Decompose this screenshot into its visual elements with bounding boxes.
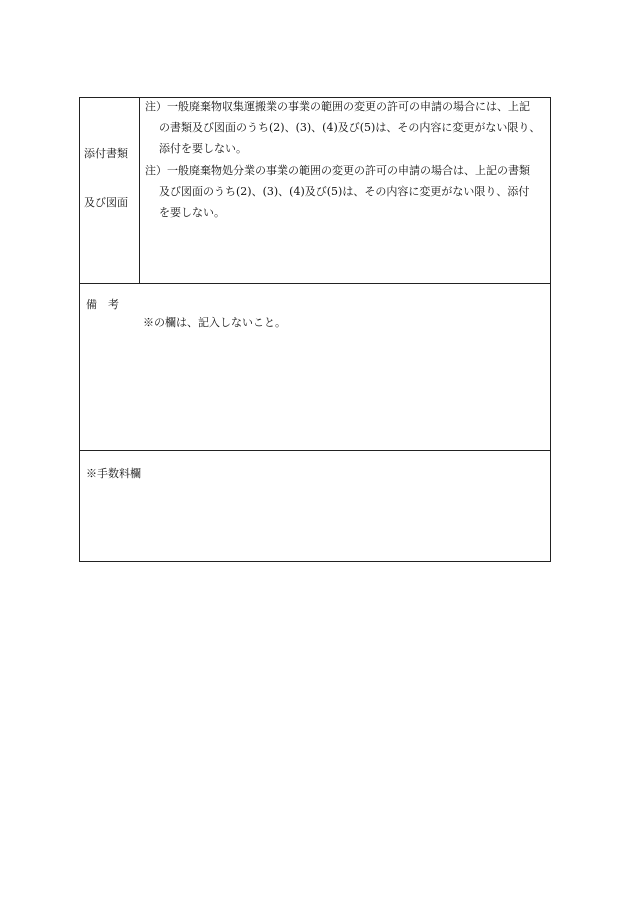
note-collection-transport [145, 96, 546, 159]
note-disposal [145, 160, 546, 223]
attachments-label-cell [80, 98, 140, 283]
attachments-label-line2: 及び図面 [84, 196, 128, 209]
fee-row [80, 451, 550, 561]
remarks-title: 備 考 [86, 298, 119, 311]
note2-line1: 注）一般廃棄物処分業の事業の範囲の変更の許可の申請の場合は、上記の書類 [145, 164, 530, 177]
note2-line3: を要しない。 [159, 206, 225, 219]
attachments-row [80, 98, 550, 284]
remarks-row [80, 284, 550, 451]
application-form-table [79, 97, 551, 562]
note1-line2: の書類及び図面のうち(2)、(3)、(4)及び(5)は、その内容に変更がない限り、 [159, 121, 541, 134]
note1-line1: 注）一般廃棄物収集運搬業の事業の範囲の変更の許可の申請の場合には、上記 [145, 100, 530, 113]
note2-line2: 及び図面のうち(2)、(3)、(4)及び(5)は、その内容に変更がない限り、添付 [159, 185, 530, 198]
remarks-note: ※の欄は、記入しないこと。 [143, 316, 286, 329]
attachments-label-line1: 添付書類 [84, 147, 128, 160]
attachments-content-cell [140, 98, 550, 283]
fee-title: ※手数料欄 [86, 467, 141, 480]
note1-line3: 添付を要しない。 [159, 142, 247, 155]
